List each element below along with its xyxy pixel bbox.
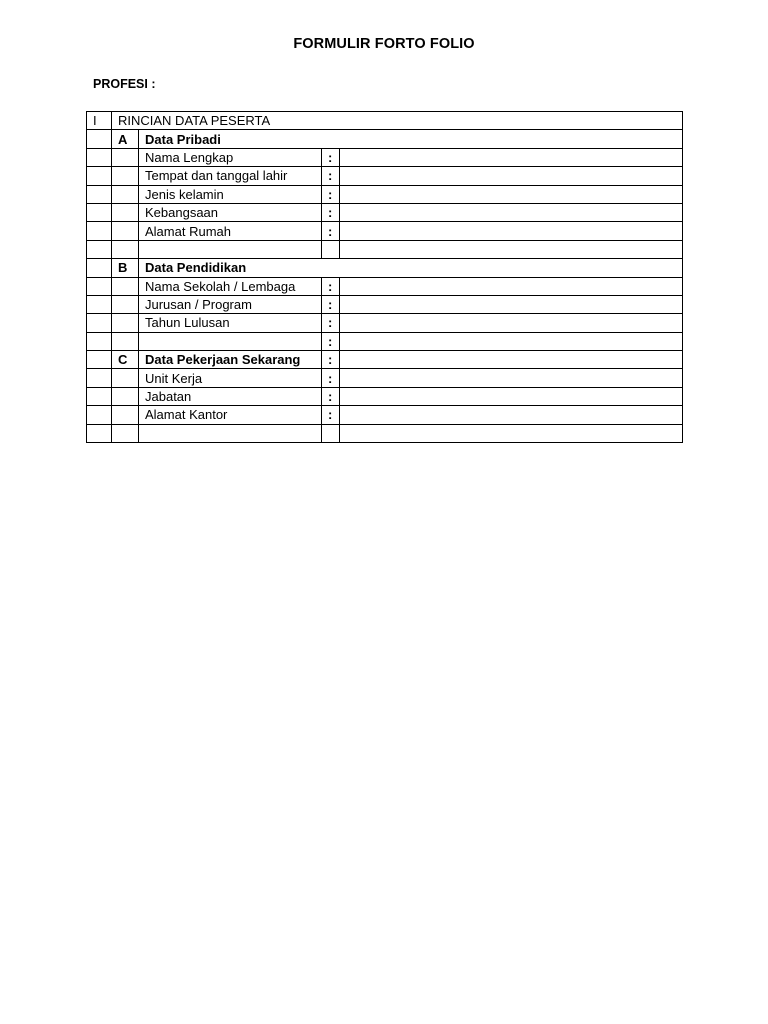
field-value-cell[interactable] (340, 185, 683, 203)
profesi-label: PROFESI : (93, 77, 156, 91)
field-row (87, 314, 683, 332)
field-label: Tempat dan tanggal lahir (139, 167, 322, 185)
field-colon: : (322, 203, 340, 221)
group-title: Data Pekerjaan Sekarang (139, 351, 322, 369)
field-label: Alamat Kantor (139, 406, 322, 424)
field-colon: : (322, 185, 340, 203)
field-label: Jabatan (139, 387, 322, 405)
field-value-cell[interactable] (340, 203, 683, 221)
group-title: Data Pendidikan (139, 259, 683, 277)
field-colon: : (322, 369, 340, 387)
field-row (87, 406, 683, 424)
field-row (87, 203, 683, 221)
field-colon: : (322, 148, 340, 166)
field-label: Nama Sekolah / Lembaga (139, 277, 322, 295)
group-letter: B (112, 259, 139, 277)
field-label: Nama Lengkap (139, 148, 322, 166)
field-label: Alamat Rumah (139, 222, 322, 240)
section-header-row (87, 112, 683, 130)
field-label: Jenis kelamin (139, 185, 322, 203)
group-header-row (87, 130, 683, 148)
participant-data-table (86, 111, 683, 443)
field-value-cell[interactable] (340, 387, 683, 405)
form-title: FORMULIR FORTO FOLIO (293, 36, 475, 52)
field-colon: : (322, 351, 340, 369)
field-value-cell[interactable] (340, 369, 683, 387)
field-value-cell[interactable] (340, 351, 683, 369)
field-row (87, 148, 683, 166)
field-label: Kebangsaan (139, 203, 322, 221)
field-colon: : (322, 387, 340, 405)
group-letter: A (112, 130, 139, 148)
field-colon: : (322, 314, 340, 332)
empty-row (87, 332, 683, 350)
field-colon: : (322, 222, 340, 240)
field-colon: : (322, 406, 340, 424)
section-number: I (87, 112, 112, 130)
field-row (87, 387, 683, 405)
group-letter: C (112, 351, 139, 369)
field-row (87, 295, 683, 313)
field-row (87, 277, 683, 295)
field-row (87, 185, 683, 203)
field-value-cell[interactable] (340, 222, 683, 240)
field-colon: : (322, 295, 340, 313)
group-title: Data Pribadi (139, 130, 683, 148)
empty-row (87, 240, 683, 258)
field-row (87, 222, 683, 240)
field-colon: : (322, 277, 340, 295)
field-row (87, 167, 683, 185)
field-value-cell[interactable] (340, 148, 683, 166)
field-row (87, 369, 683, 387)
field-label: Jurusan / Program (139, 295, 322, 313)
field-value-cell[interactable] (340, 406, 683, 424)
field-value-cell[interactable] (340, 277, 683, 295)
field-value-cell[interactable] (340, 295, 683, 313)
section-title: RINCIAN DATA PESERTA (112, 112, 683, 130)
field-value-cell[interactable] (340, 167, 683, 185)
field-value-cell[interactable] (340, 314, 683, 332)
field-label: Unit Kerja (139, 369, 322, 387)
group-header-row (87, 259, 683, 277)
empty-row (87, 424, 683, 442)
field-colon: : (322, 167, 340, 185)
group-header-row (87, 351, 683, 369)
field-label: Tahun Lulusan (139, 314, 322, 332)
field-colon: : (322, 332, 340, 350)
